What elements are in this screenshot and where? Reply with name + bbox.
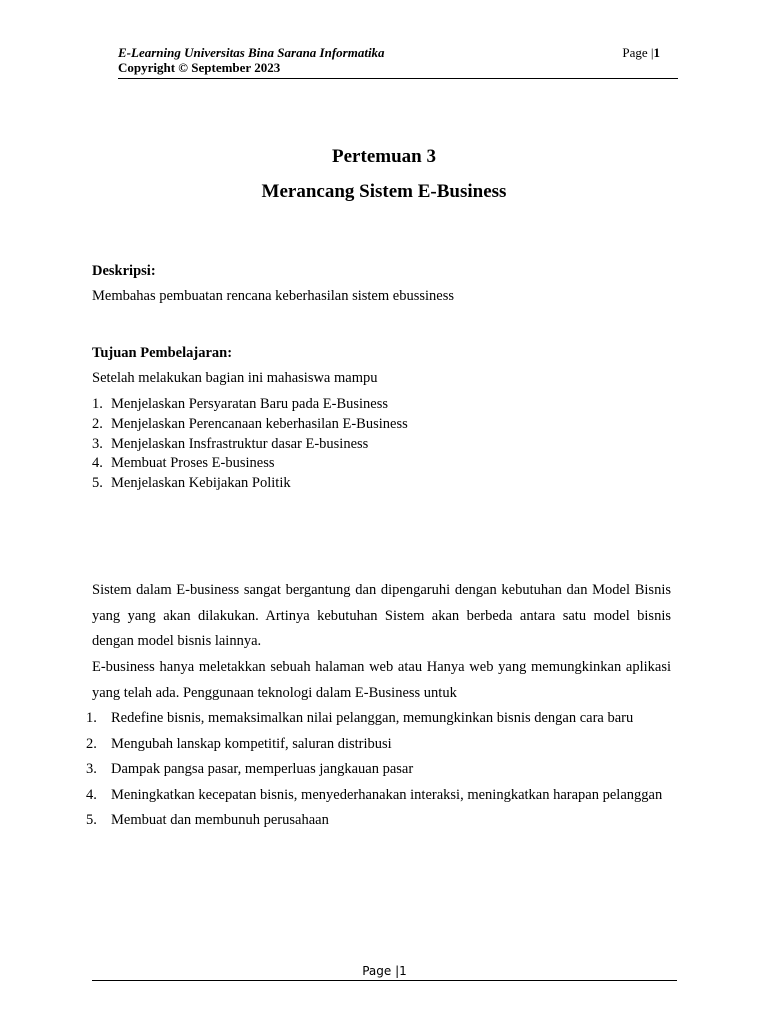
page-header: [118, 44, 678, 79]
body-paragraph-2: E-business hanya meletakkan sebuah halaman web atau Hanya web yang memungkinkan aplikasi yang telah ada. Penggunaan teknologi dalam E-Business untuk: [92, 659, 671, 701]
header-left: [118, 45, 385, 75]
header-page-label: Page |: [622, 45, 654, 60]
list-item: 3. Menjelaskan Insfrastruktur dasar E-business: [92, 435, 408, 455]
objective-text: Menjelaskan Persyaratan Baru pada E-Business: [111, 396, 389, 412]
tujuan-intro: Setelah melakukan bagian ini mahasiswa mampu: [92, 370, 378, 386]
body-paragraph-1: Sistem dalam E-business sangat bergantung dan dipengaruhi dengan kebutuhan dan Model Bisnis yang yang akan dilakukan. Artinya kebutuhan Sistem akan berbeda antara satu model bisnis dengan model bisnis lainnya.: [92, 582, 671, 650]
header-copyright: Copyright © September 2023: [118, 60, 281, 75]
learning-objectives-list: [92, 395, 408, 494]
list-item: 4. Meningkatkan kecepatan bisnis, menyederhanakan interaksi, meningkatkan harapan pelanggan: [86, 783, 671, 809]
objective-text: Menjelaskan Insfrastruktur dasar E-business: [111, 435, 369, 452]
objective-text: Menjelaskan Kebijakan Politik: [111, 475, 291, 492]
header-page-num: 1: [653, 45, 660, 60]
header-institution: E-Learning Universitas Bina Sarana Informatika: [118, 45, 385, 60]
deskripsi-text: Membahas pembuatan rencana keberhasilan sistem ebussiness: [92, 288, 454, 304]
list-item: 5. Menjelaskan Kebijakan Politik: [92, 474, 408, 494]
header-page-number: [622, 45, 660, 60]
page-footer: [92, 962, 677, 981]
list-item: 3. Dampak pangsa pasar, memperluas jangkauan pasar: [86, 757, 671, 783]
use-text: Redefine bisnis, memaksimalkan nilai pelanggan, memungkinkan bisnis dengan cara baru: [111, 710, 634, 726]
list-item: 1. Redefine bisnis, memaksimalkan nilai pelanggan, memungkinkan bisnis dengan cara baru: [86, 706, 671, 732]
list-item: 5. Membuat dan membunuh perusahaan: [86, 808, 671, 834]
use-text: Membuat dan membunuh perusahaan: [111, 812, 329, 829]
deskripsi-heading: Deskripsi:: [92, 263, 156, 279]
objective-text: Membuat Proses E-business: [111, 455, 275, 472]
footer-page-number: Page |1: [362, 964, 407, 978]
use-text: Mengubah lanskap kompetitif, saluran distribusi: [111, 735, 392, 752]
title-topic: Merancang Sistem E-Business: [261, 181, 507, 202]
technology-uses-list: [86, 706, 671, 834]
use-text: Meningkatkan kecepatan bisnis, menyederhanakan interaksi, meningkatkan harapan pelanggan: [111, 786, 663, 803]
list-item: 2. Menjelaskan Perencanaan keberhasilan E-Business: [92, 415, 408, 435]
list-item: 4. Membuat Proses E-business: [92, 454, 408, 474]
tujuan-heading: Tujuan Pembelajaran:: [92, 345, 233, 361]
list-item: 2. Mengubah lanskap kompetitif, saluran distribusi: [86, 732, 671, 758]
title-meeting: Pertemuan 3: [332, 146, 436, 167]
list-item: 1. Menjelaskan Persyaratan Baru pada E-Business: [92, 395, 408, 415]
use-text: Dampak pangsa pasar, memperluas jangkauan pasar: [111, 761, 414, 778]
objective-text: Menjelaskan Perencanaan keberhasilan E-Business: [111, 415, 408, 432]
